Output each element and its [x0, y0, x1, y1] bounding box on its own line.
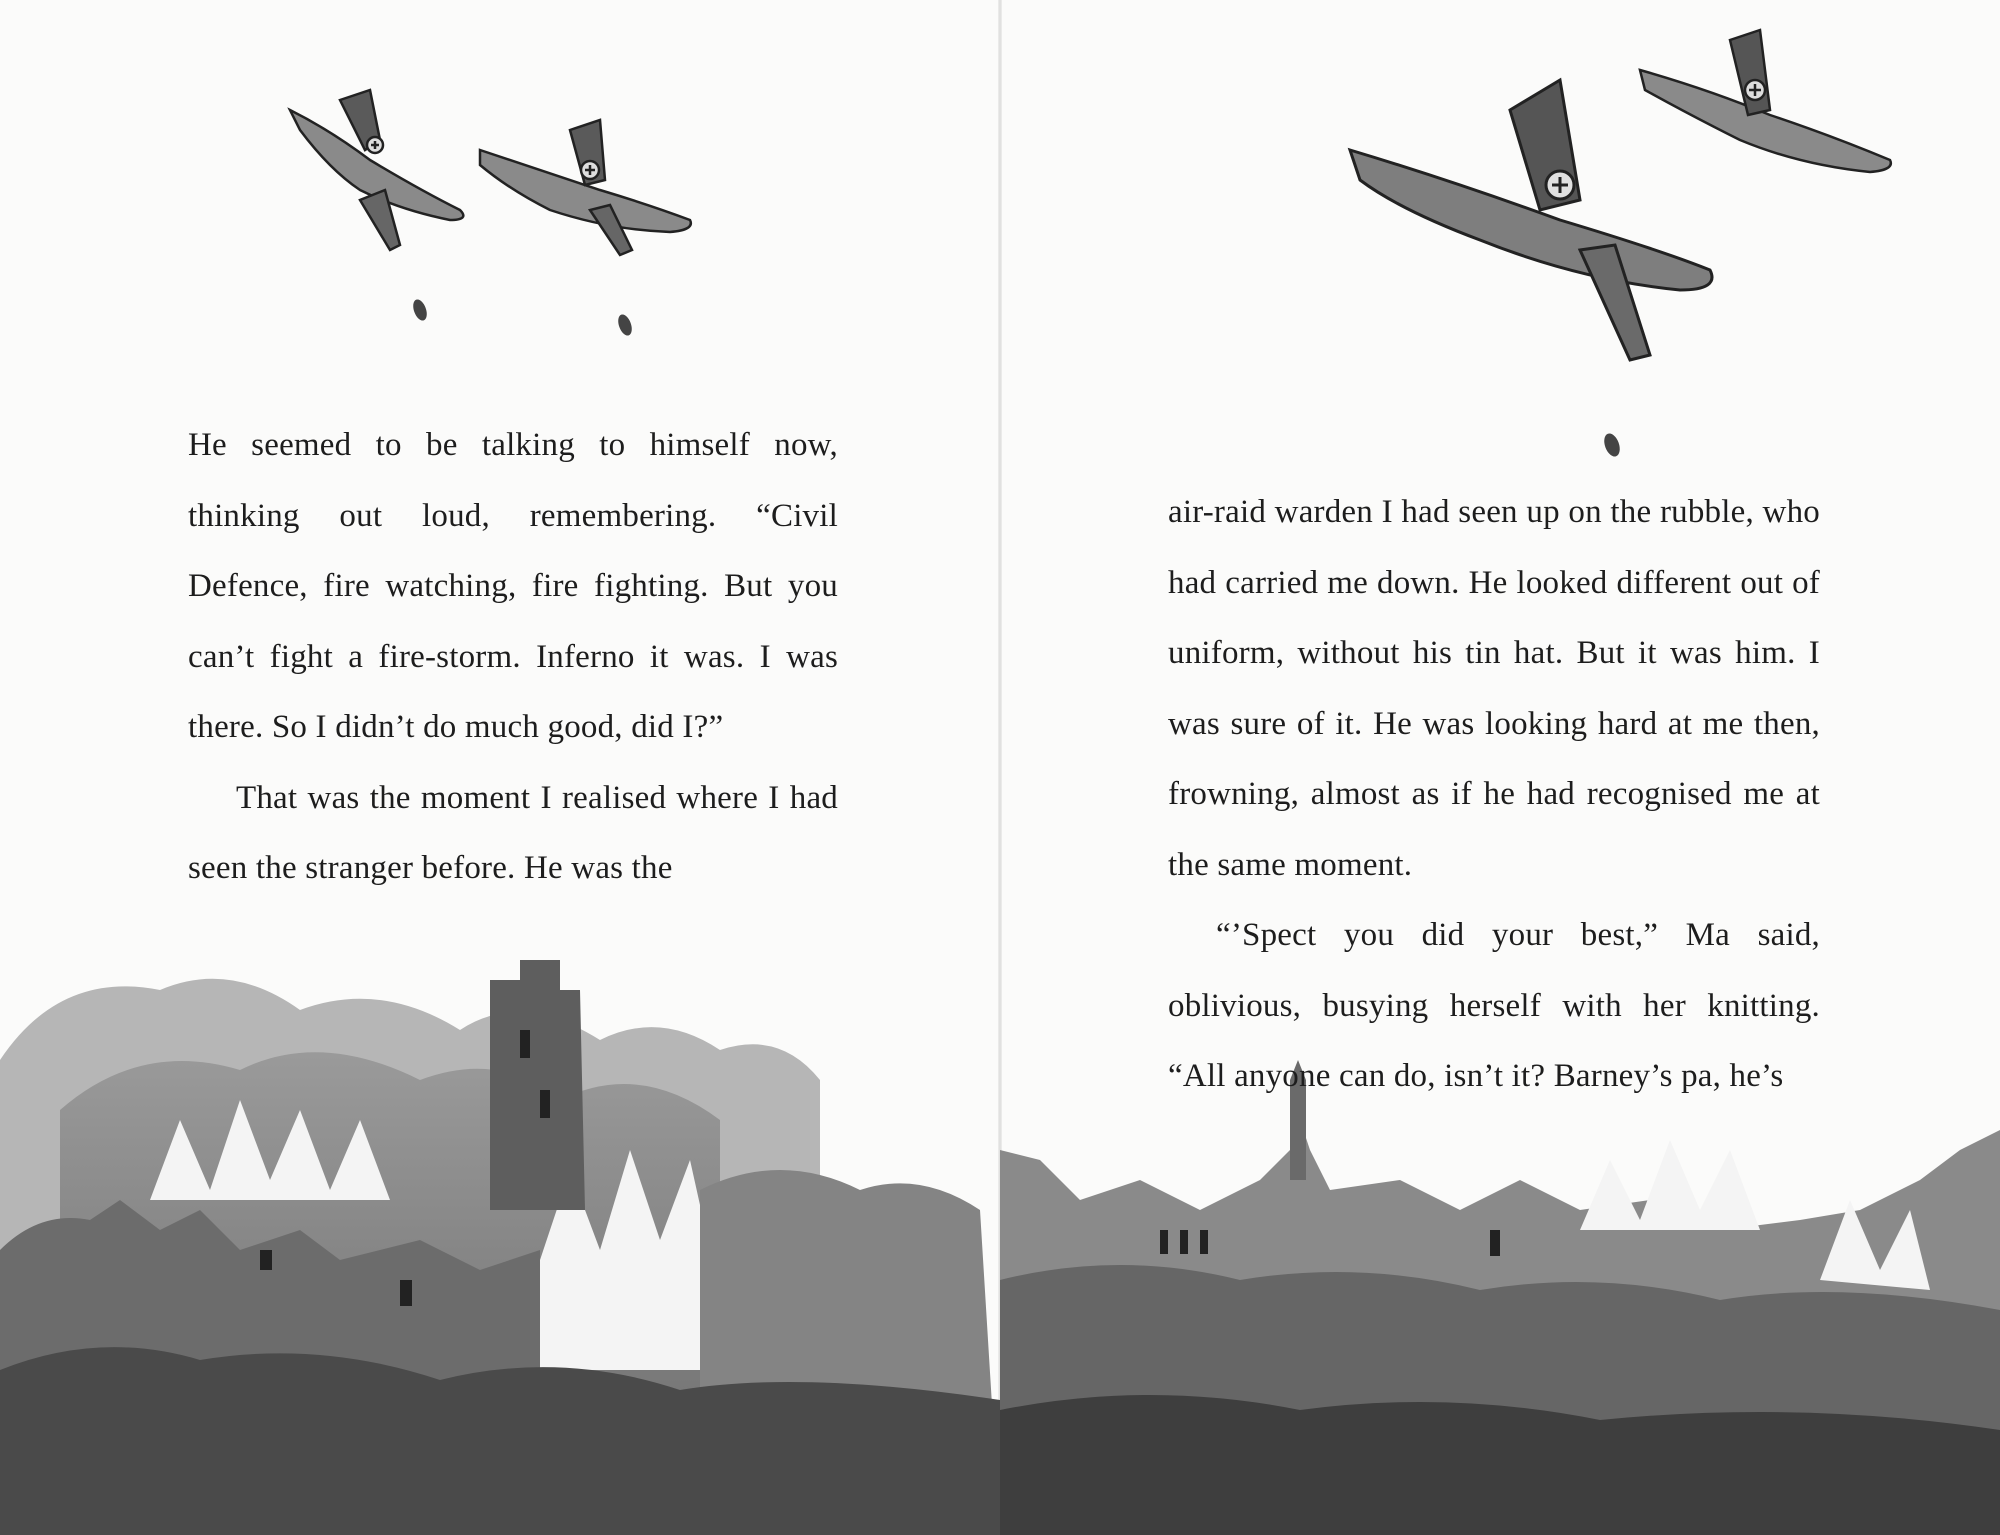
bomber-planes-right-illustration	[1330, 20, 1910, 460]
right-page-text	[1168, 477, 1820, 1112]
left-paragraph-2: That was the moment I realised where I had seen the stranger before. He was the	[188, 779, 838, 886]
bomber-plane-3	[1350, 80, 1712, 360]
bomb-2	[616, 313, 635, 338]
bomber-plane-2	[480, 120, 691, 255]
bomber-plane-4	[1640, 30, 1891, 172]
bomb-3	[1601, 431, 1622, 458]
left-page-text	[188, 410, 838, 904]
right-paragraph-1: air-raid warden I had seen up on the rubble, who had carried me down. He looked different out of uniform, without his tin hat. But it was him. I was sure of it. He was looking hard at me then, frowning, almost as if he had recognised me at the same moment.	[1168, 494, 1820, 883]
bomber-plane-1	[290, 90, 463, 250]
left-paragraph-1: He seemed to be talking to himself now, thinking out loud, remembering. “Civil Defence, fire watching, fire fighting. But you can’t fight a fire-storm. Inferno it was. I was there. So I didn’t do much good, did I?”	[188, 427, 838, 745]
bomber-planes-left-illustration	[270, 70, 750, 340]
right-paragraph-2: “’Spect you did your best,” Ma said, oblivious, busying herself with her knitting. “All anyone can do, isn’t it? Barney’s pa, he’s	[1168, 917, 1820, 1094]
bomb-1	[411, 298, 430, 323]
